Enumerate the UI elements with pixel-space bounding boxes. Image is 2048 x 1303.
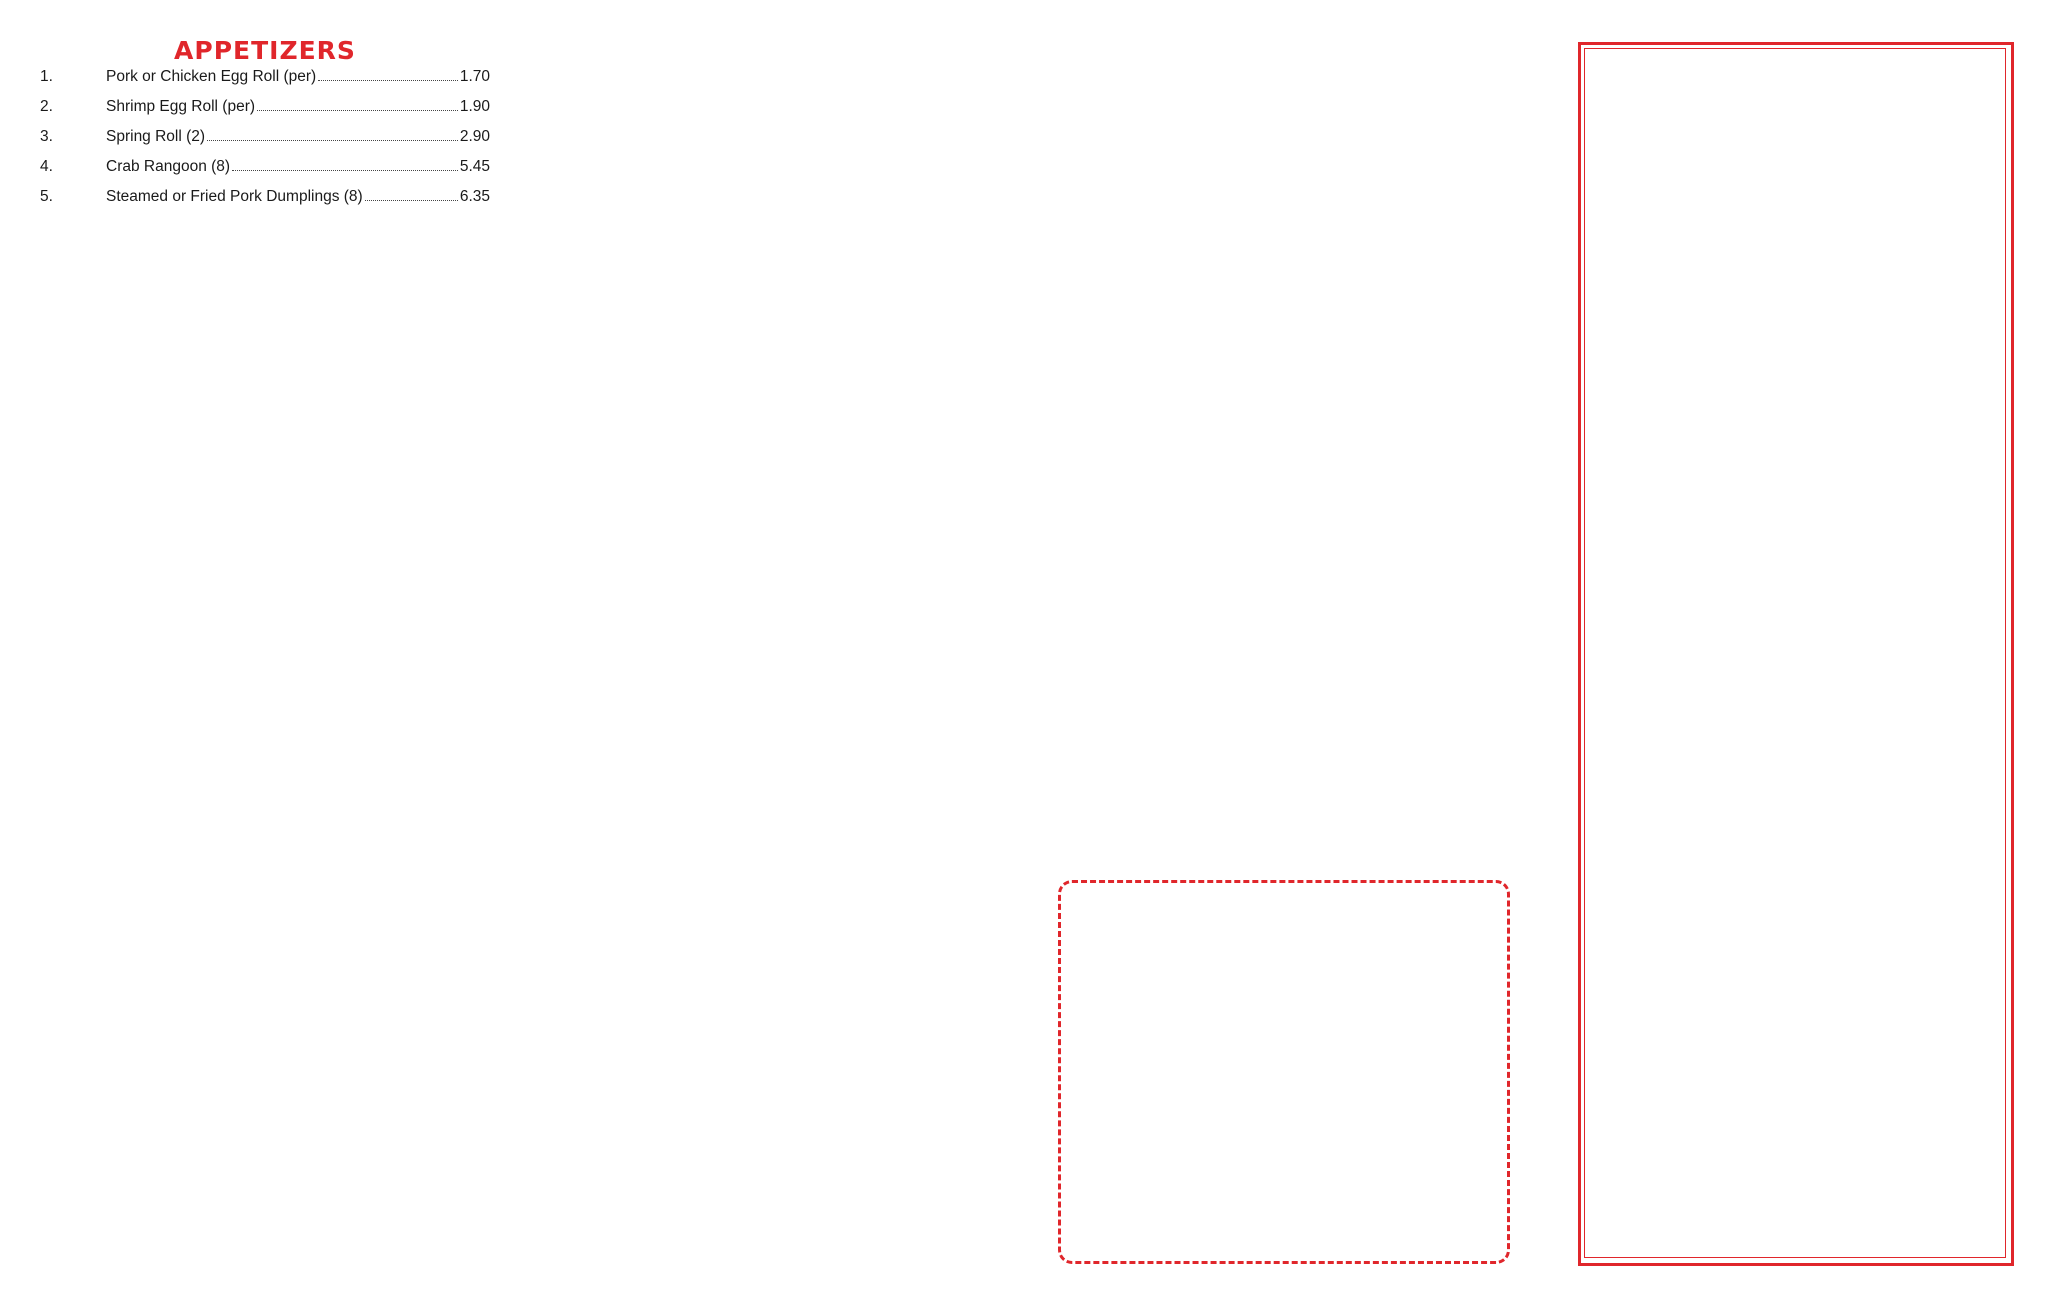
item-name: Spring Roll (2) [106, 128, 206, 145]
item-name: Pork or Chicken Egg Roll (per) [106, 68, 317, 85]
item-name: Steamed or Fried Pork Dumplings (8) [106, 188, 363, 205]
item-number: 5. [40, 188, 53, 205]
dot-leader [232, 170, 458, 171]
item-name: Shrimp Egg Roll (per) [106, 98, 256, 115]
combination-plates-box [1058, 880, 1510, 1264]
item-price: 1.90 [459, 98, 490, 115]
menu-item-row [40, 66, 490, 88]
menu-item-row [40, 186, 490, 208]
chefs-specials-inner-border [1584, 48, 2006, 1258]
item-number: 3. [40, 128, 53, 145]
menu-item[interactable] [40, 96, 490, 118]
menu-item[interactable] [40, 66, 490, 88]
menu-item[interactable] [40, 186, 490, 208]
menu-item-row [40, 156, 490, 178]
item-price: 2.90 [459, 128, 490, 145]
item-number: 1. [40, 68, 53, 85]
dot-leader [257, 110, 458, 111]
item-name: Crab Rangoon (8) [106, 158, 231, 175]
menu-item[interactable] [40, 156, 490, 178]
item-price: 6.35 [459, 188, 490, 205]
item-number: 4. [40, 158, 53, 175]
menu-item-row [40, 126, 490, 148]
item-number: 2. [40, 98, 53, 115]
menu-item-row [40, 96, 490, 118]
item-price: 5.45 [459, 158, 490, 175]
menu-item[interactable] [40, 126, 490, 148]
section-title: APPETIZERS [174, 36, 356, 65]
dot-leader [318, 80, 458, 81]
item-price: 1.70 [459, 68, 490, 85]
column-1 [40, 36, 490, 216]
dot-leader [365, 200, 458, 201]
dot-leader [207, 140, 458, 141]
